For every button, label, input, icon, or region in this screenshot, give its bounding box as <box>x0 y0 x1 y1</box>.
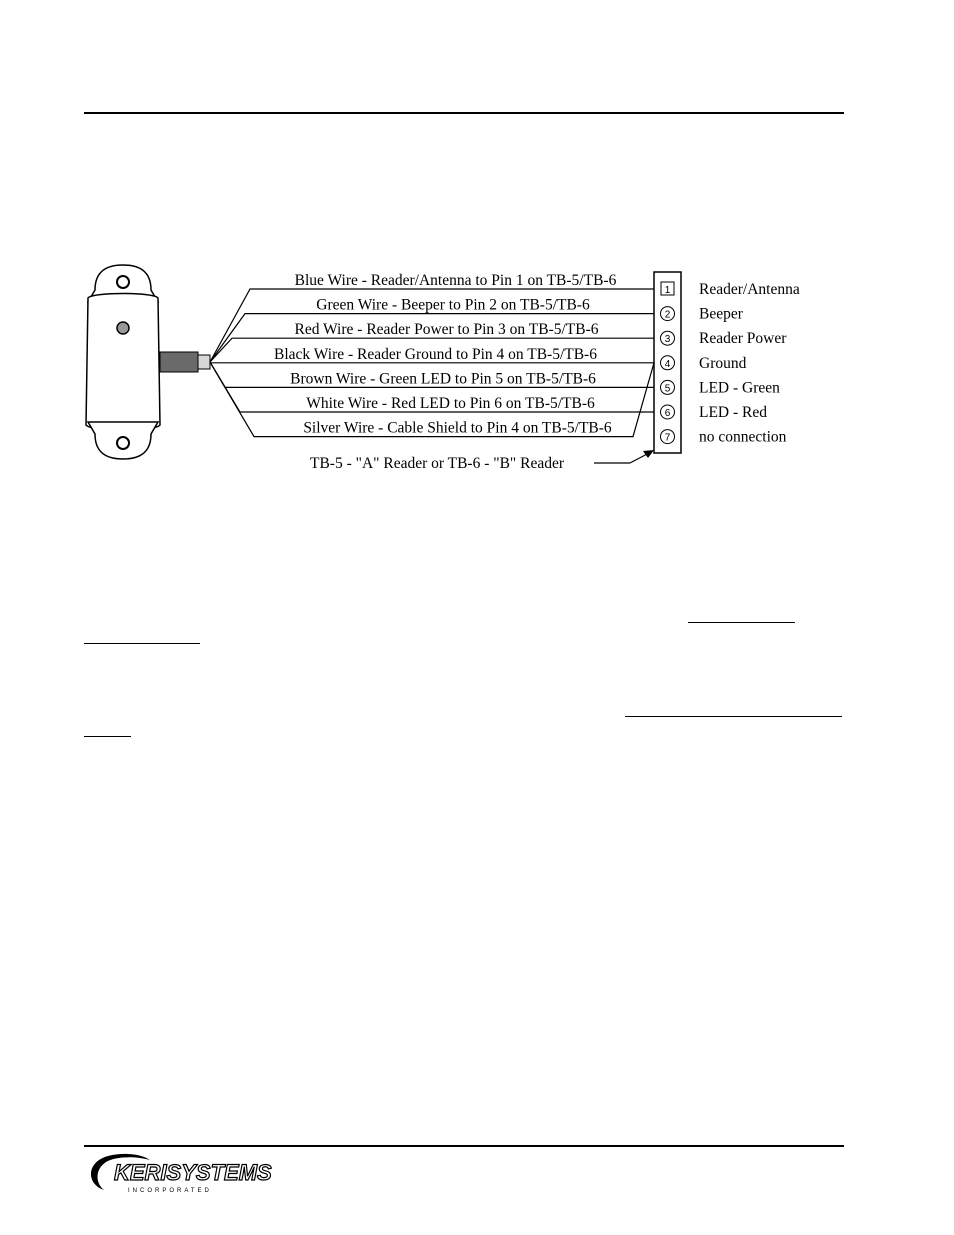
link-underline-4[interactable] <box>84 736 131 737</box>
pin-function-3: Reader Power <box>699 330 787 348</box>
pin-function-2: Beeper <box>699 305 743 323</box>
caption-arrowhead <box>643 450 654 458</box>
pin-number-5: 5 <box>664 383 671 395</box>
reader-cable-end <box>198 355 210 369</box>
pin-function-4: Ground <box>699 354 747 372</box>
link-underline-3[interactable] <box>625 716 842 717</box>
logo-subtext: INCORPORATED <box>128 1188 212 1194</box>
reader-top-screw <box>117 276 129 288</box>
wire-label-6: White Wire - Red LED to Pin 6 on TB-5/TB-6 <box>306 395 595 412</box>
wire-label-3: Red Wire - Reader Power to Pin 3 on TB-5/TB-6 <box>294 321 599 339</box>
reader-device <box>86 265 210 459</box>
logo-text: KERISYSTEMS <box>114 1160 272 1185</box>
reader-bottom-screw <box>117 437 129 449</box>
reader-led <box>117 322 129 334</box>
pin-number-7: 7 <box>664 432 671 444</box>
terminal-caption: TB-5 - "A" Reader or TB-6 - "B" Reader <box>310 455 565 472</box>
footer-rule <box>84 1145 844 1147</box>
pin-number-1: 1 <box>664 285 671 296</box>
wire-label-7: Silver Wire - Cable Shield to Pin 4 on TB-5/TB-6 <box>303 419 612 437</box>
wire-label-4: Black Wire - Reader Ground to Pin 4 on TB-5/TB-6 <box>274 345 597 363</box>
wire-label-1: Blue Wire - Reader/Antenna to Pin 1 on TB-5/TB-6 <box>294 272 617 289</box>
link-underline-2[interactable] <box>84 643 200 644</box>
pin-function-7: no connection <box>699 428 787 446</box>
keri-systems-logo <box>84 1150 272 1196</box>
pin-function-5: LED - Green <box>699 379 780 397</box>
pin-number-4: 4 <box>664 358 671 370</box>
pin-number-3: 3 <box>664 334 671 346</box>
pin-function-1: Reader/Antenna <box>699 281 800 298</box>
wires <box>210 272 654 437</box>
pin-function-6: LED - Red <box>699 404 768 421</box>
pin-number-2: 2 <box>664 309 671 321</box>
link-underline-1[interactable] <box>688 622 795 623</box>
wiring-diagram <box>0 0 954 500</box>
pin-number-6: 6 <box>664 408 671 419</box>
reader-cable <box>160 352 198 372</box>
reader-body <box>86 294 160 431</box>
wire-label-5: Brown Wire - Green LED to Pin 5 on TB-5/TB-6 <box>290 370 596 388</box>
wire-label-2: Green Wire - Beeper to Pin 2 on TB-5/TB-6 <box>316 296 590 314</box>
